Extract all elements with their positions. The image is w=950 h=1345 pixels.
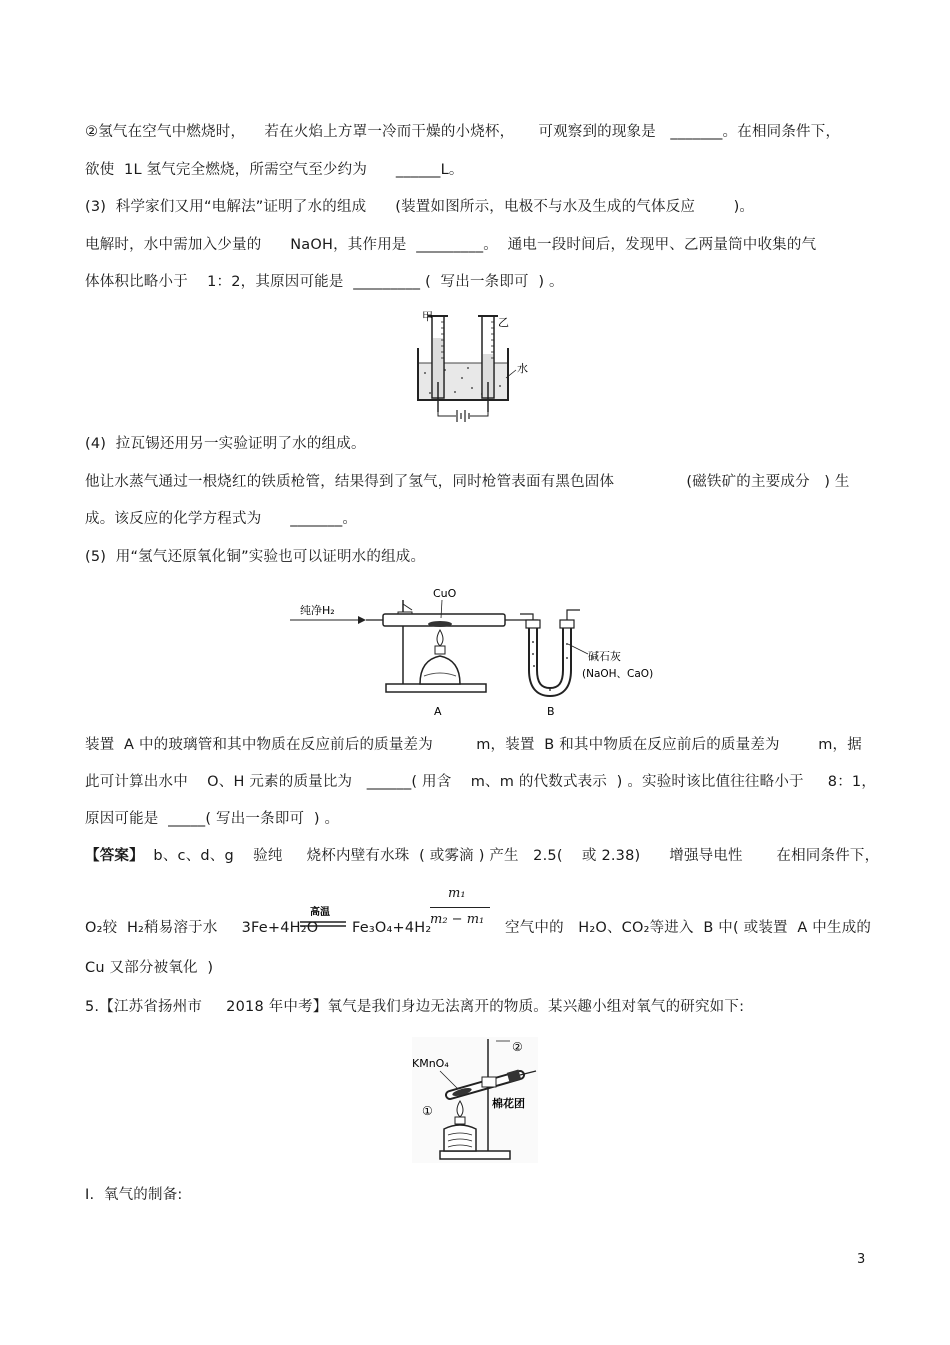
label-soda-lime: 碱石灰	[588, 650, 621, 663]
text-line-2: 欲使 1L 氢气完全燃烧，所需空气至少约为 ______L。	[85, 162, 464, 178]
text-line-5: 体体积比略小于 1：2，其原因可能是 _________ ( 写出一条即可 ) 。	[85, 274, 564, 290]
text-line-9: (5) 用“氢气还原氧化铜”实验也可以证明水的组成。	[85, 549, 426, 565]
answer-label: 【答案】	[85, 848, 144, 864]
answer-line-2b: 空气中的 H₂O、CO₂等进入 B 中( 或装置 A 中生成的	[505, 920, 872, 936]
section-i-line: I. 氧气的制备:	[85, 1187, 183, 1203]
text-line-11: 此可计算出水中 O、H 元素的质量比为 ______( 用含 m、m 的代数式表示 ) 。实验时该比值往往略小于 8：1，	[85, 774, 877, 790]
question-5-line: 5.【江苏省扬州市 2018 年中考】氧气是我们身边无法离开的物质。某兴趣小组对氧气的研究如下:	[85, 999, 745, 1015]
label-cuo: CuO	[433, 587, 457, 600]
label-circle-1: ①	[422, 1104, 433, 1118]
label-apparatus-b: B	[547, 705, 555, 718]
text-line-8: 成。该反应的化学方程式为 _______。	[85, 511, 358, 527]
answer-line-3: Cu 又部分被氧化 )	[85, 960, 214, 976]
label-pure-h2: 纯净H₂	[300, 604, 335, 617]
label-yi: 乙	[498, 316, 509, 329]
label-water: 水	[517, 362, 528, 375]
text-line-10: 装置 A 中的玻璃管和其中物质在反应前后的质量差为 m，装置 B 和其中物质在反应前后的质量差为 m，据	[85, 737, 862, 753]
text-line-6: (4) 拉瓦锡还用另一实验证明了水的组成。	[85, 436, 366, 452]
text-line-4: 电解时，水中需加入少量的 NaOH，其作用是 _________。 通电一段时间后，发现甲、乙两量筒中收集的气	[85, 237, 817, 253]
electrolysis-figure	[410, 308, 540, 426]
fraction-numerator: m₁	[448, 886, 466, 901]
label-cotton: 棉花团	[492, 1097, 525, 1110]
text-line-3: (3) 科学家们又用“电解法”证明了水的组成 (装置如图所示，电极不与水及生成的气体反应 )。	[85, 199, 755, 215]
fraction-denominator: m₂ − m₁	[430, 912, 485, 927]
label-circle-2: ②	[512, 1040, 523, 1054]
kmno4-figure	[410, 1035, 540, 1165]
equation-products: Fe₃O₄+4H₂	[352, 920, 432, 936]
answer-line-2: O₂较 H₂稍易溶于水 3Fe+4H₂O	[85, 920, 319, 936]
label-jia: 甲	[422, 310, 433, 323]
label-soda-lime-formula: (NaOH、CaO)	[582, 668, 654, 680]
label-kmno4: KMnO₄	[412, 1057, 449, 1070]
cuo-reduction-figure	[288, 582, 673, 722]
label-apparatus-a: A	[434, 705, 442, 718]
text-line-1: ②氢气在空气中燃烧时， 若在火焰上方罩一冷而干燥的小烧杯， 可观察到的现象是 _______。在相同条件下，	[85, 124, 841, 140]
answer-line: 【答案】 b、c、d、g 验纯 烧杯内壁有水珠 ( 或雾滴 ) 产生 2.5( 或 2.38) 增强导电性 在相同条件下，	[85, 848, 880, 864]
high-temp-condition	[298, 902, 348, 934]
text-line-12: 原因可能是 _____( 写出一条即可 ) 。	[85, 811, 340, 827]
text-line-7: 他让水蒸气通过一根烧红的铁质枪管，结果得到了氢气，同时枪管表面有黑色固体 (磁铁矿的主要成分 ) 生	[85, 474, 850, 490]
page-number: 3	[857, 1252, 866, 1267]
condition-text: 高温	[310, 907, 330, 918]
